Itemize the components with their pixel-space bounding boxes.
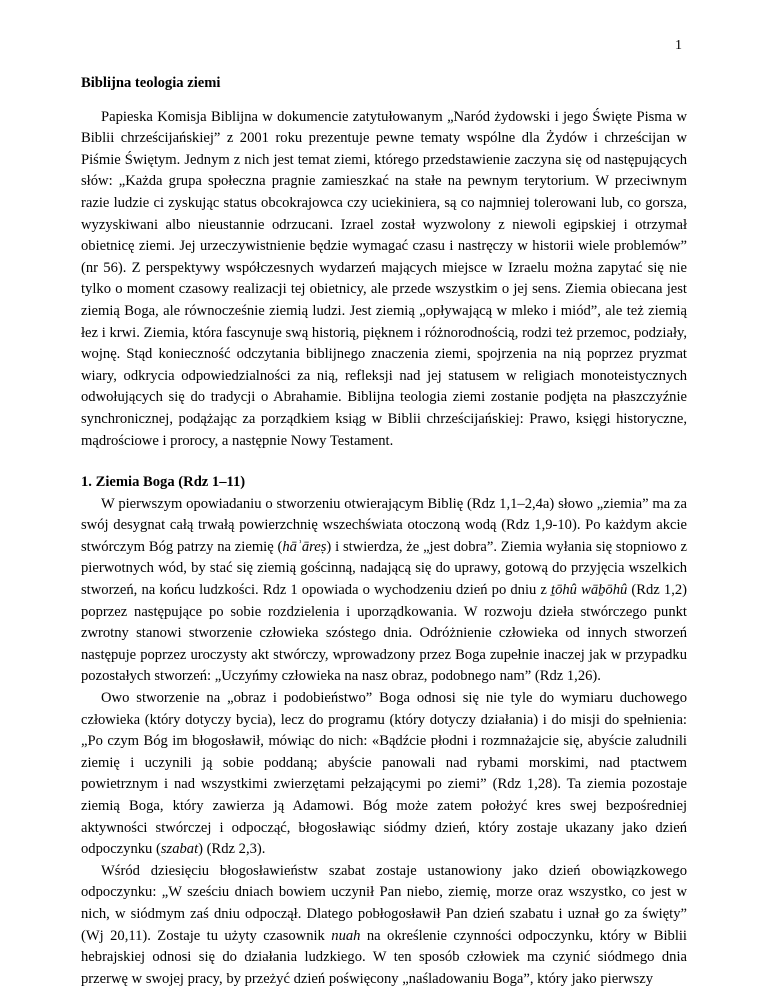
page-number: 1 bbox=[675, 38, 682, 53]
section-heading: 1. Ziemia Boga (Rdz 1–11) bbox=[81, 474, 246, 491]
hebrew-term: hāʾāreṣ bbox=[282, 538, 327, 555]
paragraph-1 bbox=[81, 494, 687, 688]
paragraph-text: Wśród dziesięciu błogosławieństw szabat zostaje ustanowiony jako dzień obowiązkowego odpoczynku: „W sześciu dniach bowiem uczynił Pan niebo, ziemię, morze oraz wszystko, co jest w nich, w siódmym zaś dniu odpoczął. Dlatego pobłogosławił Pan dzień szabatu i uznał go za święty” (Wj 20,11). Zostaje tu użyty czasownik bbox=[81, 862, 687, 944]
paragraph-text: na określenie czynności odpoczynku, który w Biblii hebrajskiej odnosi się do działania ludzkiego. W ten sposób człowiek ma czynić siódmego dnia przerwę w swojej pracy, by przeżyć dzień poświęcony „naśladowaniu Boga”, który jako pierwszy bbox=[81, 927, 687, 987]
paragraph-text: Owo stworzenie na „obraz i podobieństwo” Boga odnosi się nie tyle do wymiaru duchowego człowieka (który dotyczy bycia), lecz do programu (który dotyczy działania) i do misji do spełnienia: „Po czym Bóg im błogosławił, mówiąc do nich: «Bądźcie płodni i rozmnażajcie się, abyście zaludnili ziemię i uczynili ją sobie poddaną; abyście panowali nad rybami morskimi, nad ptactwem powietrznym i nad wszystkimi zwierzętami pełzającymi po ziemi” (Rdz 1,28). Ta ziemia pozostaje ziemią Boga, który zawierza ją Adamowi. Bóg może zatem położyć kres swej bezpośredniej aktywności stwórczej i odpocząć, błogosławiąc siódmy dzień, który zostaje ukazany jako dzień odpoczynku ( bbox=[81, 690, 687, 858]
paragraph-text: W pierwszym opowiadaniu o stworzeniu otwierającym Biblię (Rdz 1,1–2,4a) słowo „ziemia” ma za swój desygnat całą trwałą powierzchnię wszechświata otoczoną wodą (Rdz 1,9-10). Po każdym akcie stwórczym Bóg patrzy na ziemię ( bbox=[81, 495, 687, 555]
intro-paragraph: Papieska Komisja Biblijna w dokumencie zatytułowanym „Naród żydowski i jego Święte Pisma w Biblii chrześcijańskiej” z 2001 roku prezentuje pewne tematy wspólne dla Żydów i chrześcijan w Piśmie Świętym. Jednym z nich jest temat ziemi, którego przedstawienie zaczyna się od następujących słów: „Każda grupa społeczna pragnie zamieszkać na stałe na pewnym terytorium. W przeciwnym razie ludzie ci zyskując status obcokrajowca czy uciekiniera, są co najmniej tolerowani lub, co gorsza, wyzyskiwani albo nieustannie odrzucani. Izrael został wyzwolony z niewoli egipskiej i otrzymał obietnicę ziemi. Jej urzeczywistnienie będzie wymagać czasu i nastręczy w historii wiele problemów” (nr 56). Z perspektywy współczesnych wydarzeń mających miejsce w Izraelu można zapytać się nie tylko o moment czasowy realizacji tej obietnicy, ale przede wszystkim o jej sens. Ziemia obiecana jest ziemią Boga, ale równocześnie ziemią ludzi. Jest ziemią „opływającą w mleko i miód”, ale też ziemią łez i krwi. Ziemia, która fascynuje swą historią, pięknem i różnorodnością, rodzi też przemoc, podziały, wojnę. Stąd konieczność odczytania biblijnego znaczenia ziemi, spojrzenia na nią poprzez pryzmat wiary, odkrycia odpowiedzialności za nią, refleksji nad jej statusem w religiach monoteistycznych odwołujących się do tradycji o Abrahamie. Biblijna teologia ziemi zostanie podjęta na płaszczyźnie synchronicznej, podążając za porządkiem ksiąg w Biblii chrześcijańskiej: Prawo, księgi historyczne, mądrościowe i prorocy, a następnie Nowy Testament. bbox=[81, 108, 687, 449]
paragraph-text: ) (Rdz 2,3). bbox=[198, 841, 266, 858]
paragraph-2 bbox=[81, 688, 687, 861]
paragraph-3 bbox=[81, 861, 687, 991]
document-body bbox=[81, 73, 687, 990]
document-title: Biblijna teologia ziemi bbox=[81, 75, 221, 91]
paragraph-text: ) i stwierdza, że „jest dobra”. Ziemia wyłania się stopniowo z pierwotnych wód, by stać się ziemią gościnną, nadającą się do uprawy, gotową do przyjęcia wszelkich stworzeń, na końcu ludzkości. Rdz 1 opowiada o wychodzeniu dzień po dniu z bbox=[81, 538, 688, 599]
paragraph-text: (Rdz 1,2) poprzez następujące po sobie rozdzielenia i uporządkowania. W rozwoju dzieła stwórczego punkt zwrotny stanowi stworzenie człowieka szóstego dnia. Odróżnienie człowieka od innych stworzeń następuje poprzez uroczysty akt stwórczy, wprowadzony przez Boga zupełnie inaczej jak w przypadku pozostałych stworzeń: „Uczyńmy człowieka na nasz obraz, podobnego nam” (Rdz 1,26). bbox=[81, 582, 687, 685]
hebrew-term: ṯōhû wāḇōhû bbox=[551, 582, 628, 599]
italic-term: nuah bbox=[331, 927, 361, 944]
italic-term: szabat bbox=[160, 841, 199, 858]
